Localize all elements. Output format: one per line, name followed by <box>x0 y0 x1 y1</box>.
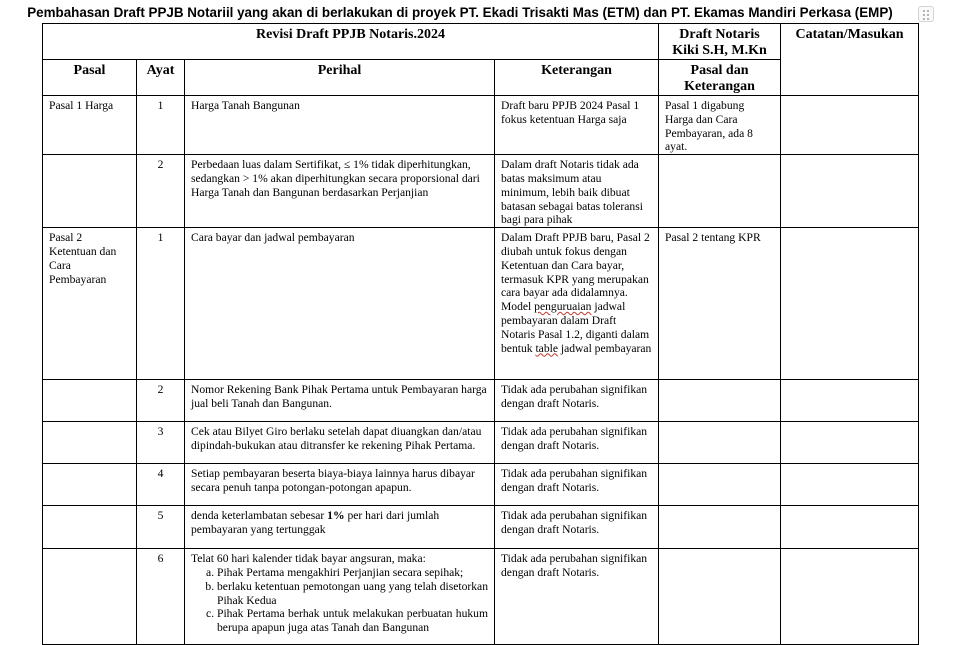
cell-pasal <box>43 464 137 506</box>
cell-pasal <box>43 422 137 464</box>
drag-handle-icon[interactable] <box>918 6 934 22</box>
cell-draft <box>659 155 781 228</box>
list-item: c. Pihak Pertama berhak untuk melakukan perbuatan hukum berupa apapun juga atas Tanah dan Bangunan <box>217 607 488 635</box>
header-revisi: Revisi Draft PPJB Notaris.2024 <box>43 24 659 60</box>
cell-perihal: Setiap pembayaran beserta biaya-biaya lainnya harus dibayar secara penuh tanpa potongan-potongan apapun. <box>185 464 495 506</box>
list-item: b. berlaku ketentuan pemotongan uang yang telah disetorkan Pihak Kedua <box>217 580 488 608</box>
cell-catatan[interactable] <box>781 155 919 228</box>
cell-pasal <box>43 380 137 422</box>
text-run-bold: 1% <box>327 509 345 523</box>
cell-perihal: Cara bayar dan jadwal pembayaran <box>185 228 495 380</box>
cell-ayat: 1 <box>137 228 185 380</box>
keterangan-paragraph-2 <box>501 300 652 355</box>
table-row <box>43 506 919 549</box>
cell-catatan[interactable] <box>781 380 919 422</box>
cell-ayat: 1 <box>137 96 185 155</box>
list-item: a. Pihak Pertama mengakhiri Perjanjian secara sepihak; <box>217 566 488 580</box>
cell-draft <box>659 422 781 464</box>
cell-draft: Pasal 2 tentang KPR <box>659 228 781 380</box>
cell-catatan[interactable] <box>781 464 919 506</box>
table-row <box>43 228 919 380</box>
cell-ayat: 4 <box>137 464 185 506</box>
cell-keterangan: Tidak ada perubahan signifikan dengan draft Notaris. <box>495 380 659 422</box>
cell-catatan[interactable] <box>781 228 919 380</box>
spellcheck-word: penguruaian <box>534 300 592 314</box>
keterangan-paragraph-1: Dalam Draft PPJB baru, Pasal 2 diubah untuk fokus dengan Ketentuan dan Cara bayar, termasuk KPR yang merupakan cara bayar ada didalamnya. <box>501 231 650 300</box>
header-perihal: Perihal <box>185 60 495 96</box>
cell-perihal: Cek atau Bilyet Giro berlaku setelah dapat diuangkan dan/atau dipindah-bukukan atau ditransfer ke rekening Pihak Pertama. <box>185 422 495 464</box>
table-row <box>43 96 919 155</box>
document-title: Pembahasan Draft PPJB Notariil yang akan di berlakukan di proyek PT. Ekadi Trisakti Mas (ETM) dan PT. Ekamas Mandiri Perkasa (EMP) <box>27 5 893 20</box>
header-catatan: Catatan/Masukan <box>781 24 919 96</box>
header-draft-notaris: Draft Notaris Kiki S.H, M.Kn <box>659 24 781 60</box>
text-run: per hari dari jumlah pembayaran yang tertunggak <box>191 509 440 536</box>
cell-ayat: 6 <box>137 549 185 645</box>
table-row <box>43 380 919 422</box>
cell-pasal <box>43 549 137 645</box>
cell-ayat: 3 <box>137 422 185 464</box>
cell-pasal <box>43 155 137 228</box>
cell-draft: Pasal 1 digabung Harga dan Cara Pembayaran, ada 8 ayat. <box>659 96 781 155</box>
cell-perihal <box>185 549 495 645</box>
cell-keterangan: Tidak ada perubahan signifikan dengan draft Notaris. <box>495 422 659 464</box>
header-pasal-keterangan: Pasal dan Keterangan <box>659 60 781 96</box>
table-row <box>43 464 919 506</box>
cell-catatan[interactable] <box>781 422 919 464</box>
perihal-list <box>191 566 488 635</box>
cell-catatan[interactable] <box>781 506 919 549</box>
table-row <box>43 422 919 464</box>
text-run: jadwal pembayaran <box>557 341 652 355</box>
cell-keterangan: Tidak ada perubahan signifikan dengan draft Notaris. <box>495 549 659 645</box>
cell-pasal <box>43 506 137 549</box>
cell-draft <box>659 464 781 506</box>
table-row <box>43 155 919 228</box>
cell-ayat: 5 <box>137 506 185 549</box>
cell-catatan[interactable] <box>781 96 919 155</box>
cell-ayat: 2 <box>137 380 185 422</box>
cell-draft <box>659 380 781 422</box>
cell-perihal: Perbedaan luas dalam Sertifikat, ≤ 1% tidak diperhitungkan, sedangkan > 1% akan diperhitungkan secara proporsional dari Harga Tanah dan Bangunan berdasarkan Perjanjian <box>185 155 495 228</box>
cell-keterangan: Tidak ada perubahan signifikan dengan draft Notaris. <box>495 464 659 506</box>
cell-keterangan: Tidak ada perubahan signifikan dengan draft Notaris. <box>495 506 659 549</box>
perihal-intro: Telat 60 hari kalender tidak bayar angsuran, maka: <box>191 552 426 566</box>
cell-perihal <box>185 506 495 549</box>
text-run: jadwal pembayaran dalam Draft Notaris Pasal 1.2, diganti dalam bentuk <box>501 300 650 355</box>
cell-perihal: Harga Tanah Bangunan <box>185 96 495 155</box>
header-row-1 <box>43 24 919 60</box>
header-pasal: Pasal <box>43 60 137 96</box>
cell-draft <box>659 549 781 645</box>
text-run: Model <box>501 300 535 314</box>
cell-perihal: Nomor Rekening Bank Pihak Pertama untuk Pembayaran harga jual beli Tanah dan Bangunan. <box>185 380 495 422</box>
ppjb-comparison-table <box>42 23 919 645</box>
header-ayat: Ayat <box>137 60 185 96</box>
cell-ayat: 2 <box>137 155 185 228</box>
cell-draft <box>659 506 781 549</box>
cell-pasal: Pasal 1 Harga <box>43 96 137 155</box>
table-row <box>43 549 919 645</box>
cell-keterangan <box>495 228 659 380</box>
text-run: denda keterlambatan sebesar <box>191 509 328 523</box>
cell-pasal: Pasal 2 Ketentuan dan Cara Pembayaran <box>43 228 137 380</box>
cell-keterangan: Dalam draft Notaris tidak ada batas maksimum atau minimum, lebih baik dibuat batasan sebagai batas toleransi bagi para pihak <box>495 155 659 228</box>
cell-keterangan: Draft baru PPJB 2024 Pasal 1 fokus ketentuan Harga saja <box>495 96 659 155</box>
cell-catatan[interactable] <box>781 549 919 645</box>
header-keterangan: Keterangan <box>495 60 659 96</box>
spellcheck-word: table <box>535 341 558 355</box>
